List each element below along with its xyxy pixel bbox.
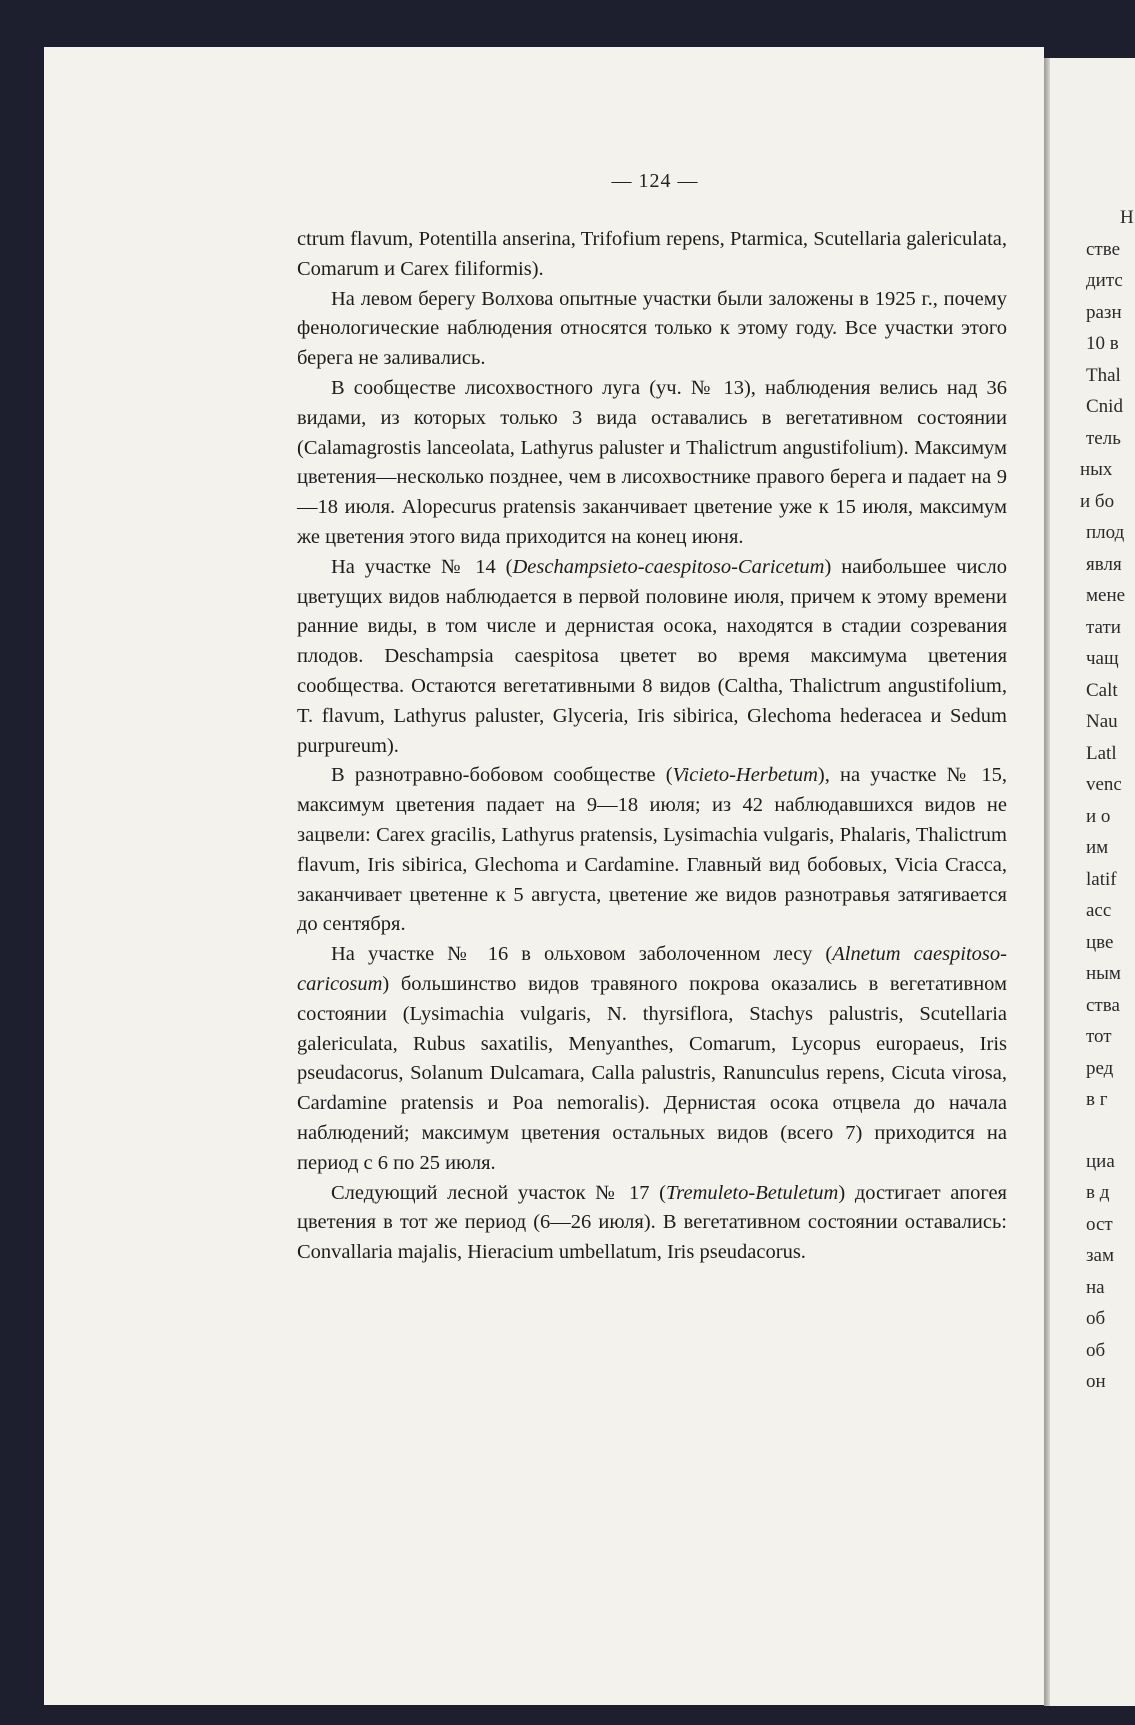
next-page-fragment: ным — [1086, 963, 1121, 984]
next-page-fragment: тати — [1086, 616, 1121, 638]
next-page-fragment: ост — [1086, 1213, 1113, 1235]
next-page-fragment: об — [1086, 1308, 1106, 1329]
next-page-fragment: Thal — [1086, 364, 1121, 386]
paragraph — [297, 761, 1007, 940]
next-page-fragment: в г — [1086, 1089, 1108, 1110]
paragraph — [297, 374, 1007, 553]
next-page-fragment: Nau — [1086, 711, 1118, 732]
next-page-fragment: Cnid — [1086, 396, 1123, 417]
next-page-fragment: venc — [1086, 774, 1122, 795]
next-page-fragment: тель — [1086, 427, 1121, 449]
italic-term: Vicieto-Herbetum — [672, 764, 818, 787]
paragraph — [297, 225, 1007, 285]
next-page-fragment: асс — [1086, 900, 1112, 921]
text-run: ) большинство видов травяного покрова оказались в вегетативном состоянии (Lysimachia vulgaris, N. thyrsiflora, Stachys palustris, Scutellaria galericulata, Rubus saxatilis, Menyanthes, Comarum, Lycopus europaeus, Iris pseudacorus, Solanum Dulcamara, Calla palustris, Ranunculus repens, Cicuta virosa, Cardamine pratensis и Poa nemoralis). Дернистая осока отцвела до начала наблюдений; максимум цветения остальных видов (всего 7) приходится на период с 6 по 25 июля. — [297, 972, 1007, 1174]
next-page-fragment: мене — [1086, 585, 1126, 606]
text-run: ) достигает апогея цветения в тот же период (6—26 июля). В вегетативном состоянии оставались: Convallaria majalis, Hieracium umbellatum, Iris pseudacorus. — [297, 1181, 1007, 1264]
text-run: На участке № 16 в ольховом заболоченном лесу ( — [331, 943, 833, 966]
next-page-fragment: стве — [1086, 238, 1121, 260]
italic-term: Alnetum caespitoso-caricosum — [297, 943, 1007, 995]
next-page-fragment: на — [1086, 1276, 1105, 1298]
next-page-fragment: и бо — [1080, 490, 1115, 512]
next-page-fragment: Latl — [1086, 742, 1117, 764]
body-text — [297, 225, 1007, 1268]
paragraph — [297, 285, 1007, 374]
next-page-fragment: тот — [1086, 1026, 1112, 1047]
next-page-fragment: он — [1086, 1371, 1106, 1392]
next-page-fragment: ных — [1080, 459, 1113, 480]
next-page-fragment: и о — [1086, 805, 1111, 827]
text-run: В разнотравно-бобовом сообществе ( — [331, 764, 673, 787]
page-number: — 124 — — [611, 170, 699, 192]
next-page-fragment: разн — [1086, 301, 1122, 323]
next-page-fragment: 10 в — [1086, 333, 1119, 354]
next-page-fragment: циа — [1086, 1150, 1115, 1172]
next-page-fragment: чащ — [1086, 648, 1119, 669]
paragraph — [297, 940, 1007, 1178]
next-page-fragment: им — [1086, 837, 1109, 858]
text-run: ), на участке № 15, максимум цветения падает на 9—18 июля; из 42 наблюдавшихся видов не зацвели: Carex gracilis, Lathyrus pratensis, Lysimachia vulgaris, Phalaris, Thalictrum flavum, Iris sibirica, Glechoma и Cardamine. Главный вид бобовых, Vicia Cracca, заканчивает цветенне к 5 августа, цветение же видов разнотравья затягивается до сентября. — [297, 764, 1007, 936]
text-run: На участке № 14 ( — [331, 555, 513, 578]
next-page-fragment: дитс — [1086, 270, 1123, 291]
italic-term: Tremuleto-Betuletum — [666, 1181, 839, 1204]
next-page-fragment: зам — [1086, 1245, 1114, 1266]
paragraph — [297, 553, 1007, 762]
text-run: ctrum flavum, Potentilla anserina, Trifofium repens, Ptarmica, Scutellaria galericulata, Comarum и Carex filiformis). — [297, 228, 1007, 280]
next-page-fragment: ред — [1086, 1057, 1114, 1079]
text-run: Следующий лесной участок № 17 ( — [331, 1181, 666, 1204]
text-run: ) наибольшее число цветущих видов наблюдается в первой половине июля, причем к этому времени ранние виды, в том числе и дернистая осока, находятся в стадии созревания плодов. Deschampsia caespitosa цветет во время максимума цветения сообщества. Остаются вегетативными 8 видов (Caltha, Thalictrum angustifolium, T. flavum, Lathyrus paluster, Glyceria, Iris sibirica, Glechoma hederacea и Sedum purpureum). — [297, 555, 1008, 757]
next-page-fragment: Н — [1120, 207, 1134, 228]
next-page-fragment: плод — [1086, 522, 1125, 543]
text-run: На левом берегу Волхова опытные участки были заложены в 1925 г., почему фенологические наблюдения относятся только к этому году. Все участки этого берега не заливались. — [297, 287, 1007, 370]
italic-term: Deschampsieto-caespitoso-Caricetum — [512, 555, 825, 578]
next-page-edge — [1050, 58, 1135, 1706]
next-page-fragment: ства — [1086, 994, 1120, 1016]
text-run: В сообществе лисохвостного луга (уч. № 13), наблюдения велись над 36 видами, из которых только 3 вида оставались в вегетативном состоянии (Calamagrostis lanceolata, Lathyrus paluster и Thalictrum angustifolium). Максимум цветения—несколько позднее, чем в лисохвостнике правого берега и падает на 9—18 июля. Alopecurus pratensis заканчивает цветение уже к 15 июля, максимум же цветения этого вида приходится на конец июня. — [297, 376, 1007, 548]
next-page-fragment: latif — [1086, 868, 1117, 890]
next-page-fragment: явля — [1086, 553, 1122, 575]
next-page-fragment: в д — [1086, 1182, 1110, 1203]
next-page-fragment: Calt — [1086, 679, 1118, 701]
paragraph — [297, 1179, 1007, 1268]
next-page-fragment: цве — [1086, 931, 1114, 953]
next-page-fragment: об — [1086, 1339, 1106, 1361]
